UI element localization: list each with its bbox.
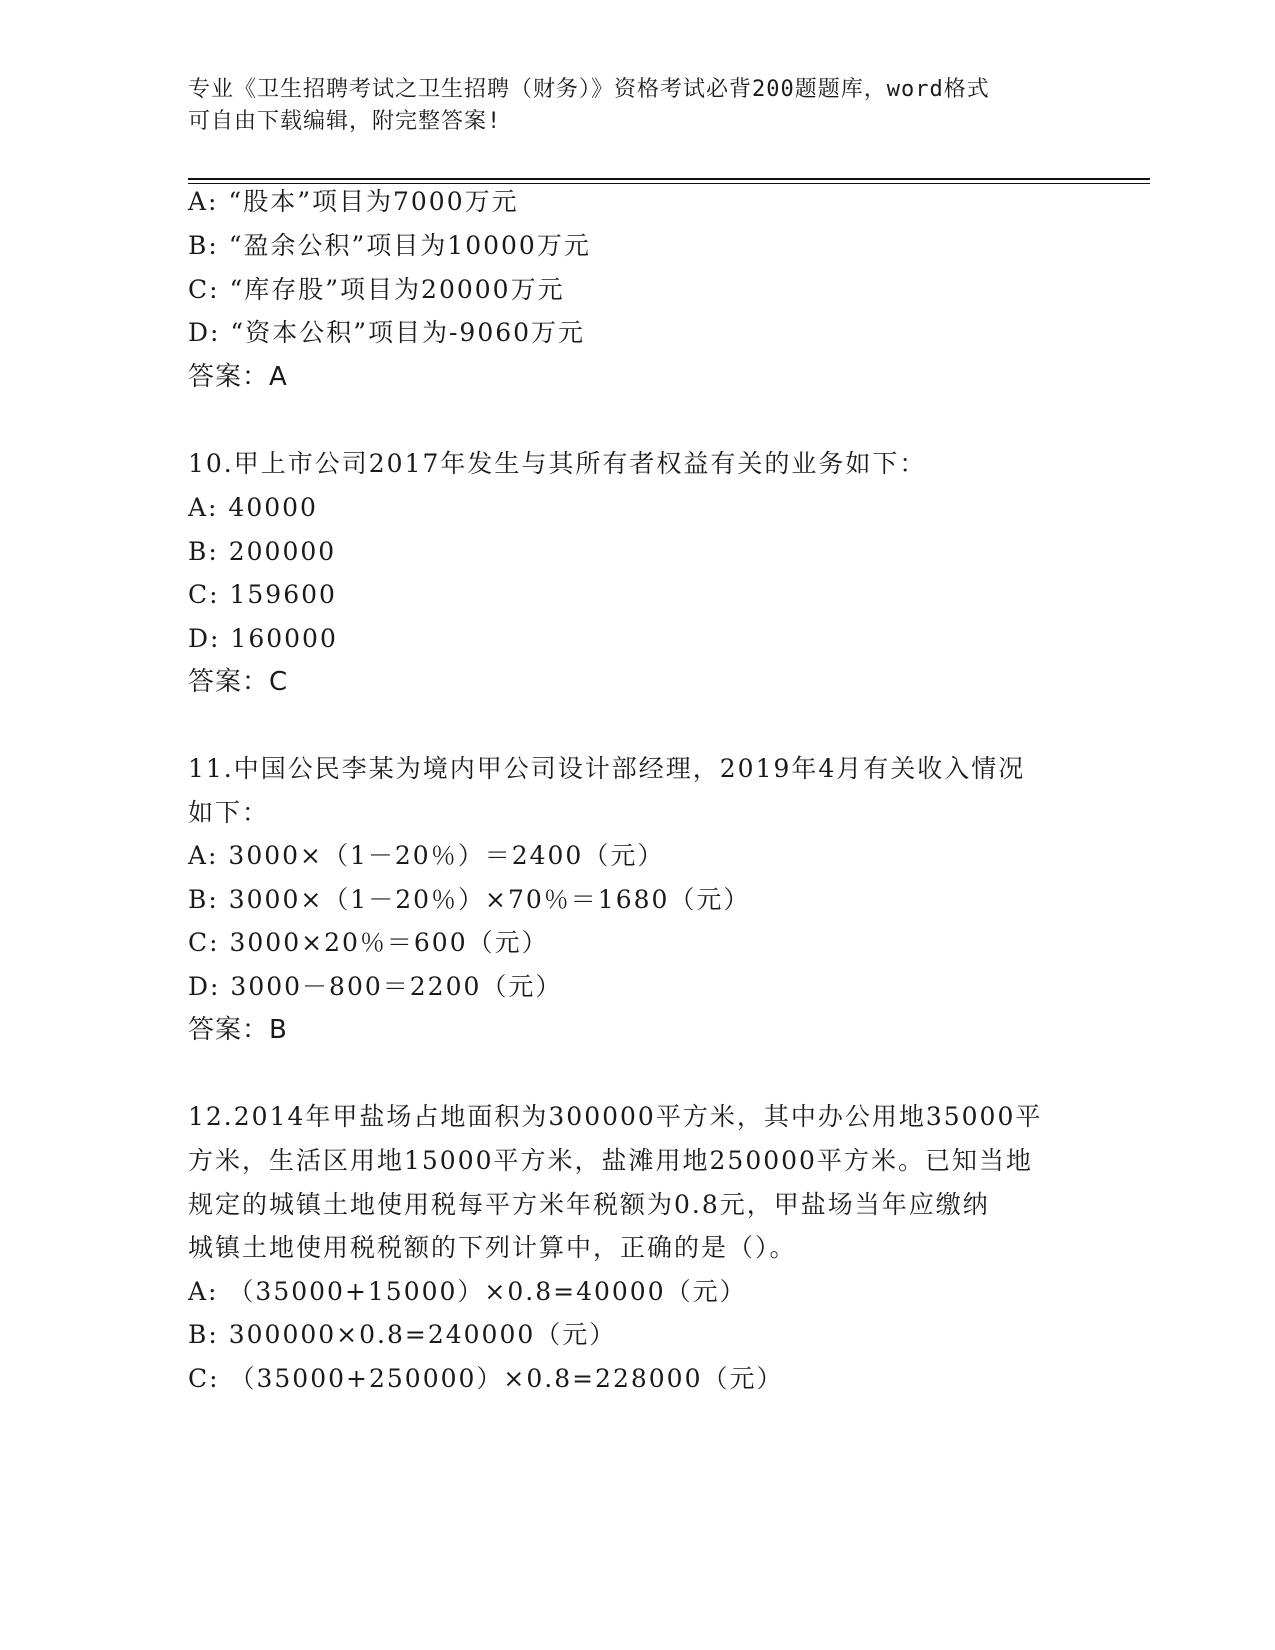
q10-option-b: B: 200000 [188, 537, 337, 566]
q9-answer: 答案：A [188, 362, 288, 392]
q12-stem-line-1: 12.2014年甲盐场占地面积为300000平方米，其中办公用地35000平 [188, 1102, 1043, 1131]
q10-option-c: C: 159600 [188, 580, 337, 609]
q11-option-c: C: 3000×20％＝600（元） [188, 928, 549, 957]
q12-option-a: A: （35000+15000）×0.8=40000（元） [188, 1277, 747, 1306]
q11-stem-line-2: 如下： [188, 798, 270, 827]
q12-stem-line-2: 方米，生活区用地15000平方米，盐滩用地250000平方米。已知当地 [188, 1146, 1033, 1175]
header-divider-thick [188, 178, 1150, 180]
q9-option-d: D: “资本公积”项目为-9060万元 [188, 318, 586, 347]
header-divider-thin [188, 183, 1150, 184]
q12-option-b: B: 300000×0.8=240000（元） [188, 1320, 617, 1349]
q10-option-a: A: 40000 [188, 493, 318, 522]
q12-stem-line-4: 城镇土地使用税税额的下列计算中，正确的是（）。 [188, 1233, 797, 1262]
q10-option-d: D: 160000 [188, 624, 338, 653]
q11-answer: 答案：B [188, 1015, 288, 1045]
q11-stem-line-1: 11.中国公民李某为境内甲公司设计部经理，2019年4月有关收入情况 [188, 754, 1026, 783]
q10-stem: 10.甲上市公司2017年发生与其所有者权益有关的业务如下： [188, 449, 927, 478]
header-title-line-1: 专业《卫生招聘考试之卫生招聘（财务）》资格考试必背200题题库，word格式 [188, 77, 990, 102]
q9-option-a: A: “股本”项目为7000万元 [188, 187, 519, 216]
q12-option-c: C: （35000+250000）×0.8=228000（元） [188, 1364, 784, 1393]
q9-option-c: C: “库存股”项目为20000万元 [188, 275, 565, 304]
q10-answer: 答案：C [188, 667, 289, 697]
document-header [188, 74, 1068, 138]
q11-option-b: B: 3000×（1－20％）×70％＝1680（元） [188, 885, 751, 914]
q11-option-d: D: 3000－800＝2200（元） [188, 972, 563, 1001]
q12-stem-line-3: 规定的城镇土地使用税每平方米年税额为0.8元，甲盐场当年应缴纳 [188, 1190, 990, 1219]
q9-option-b: B: “盈余公积”项目为10000万元 [188, 231, 591, 260]
header-title-line-2: 可自由下载编辑，附完整答案! [188, 109, 502, 134]
q11-option-a: A: 3000×（1－20％）＝2400（元） [188, 841, 665, 870]
